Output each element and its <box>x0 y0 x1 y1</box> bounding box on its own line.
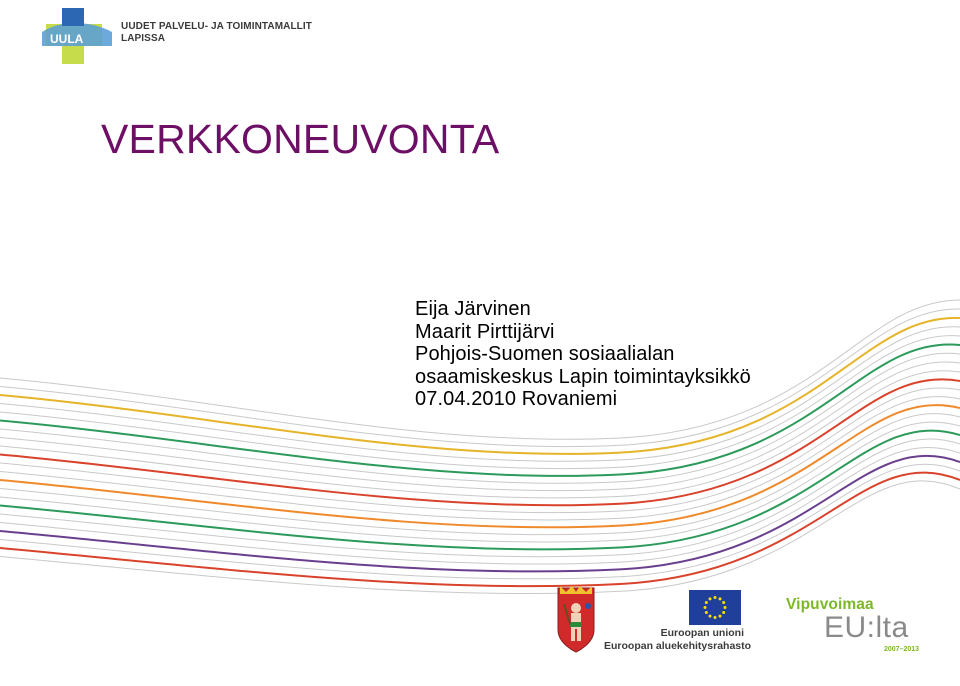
colored-wave-line-5 <box>0 431 960 550</box>
eu-star <box>705 601 708 604</box>
grey-wave-line <box>0 431 960 550</box>
organization-line-2: osaamiskeskus Lapin toimintayksikkö <box>415 365 751 388</box>
project-name <box>121 21 312 45</box>
eu-funding-logo <box>604 590 754 658</box>
eu-star <box>724 606 727 609</box>
eu-star <box>714 596 717 599</box>
slide-title: VERKKONEUVONTA <box>101 116 500 162</box>
author-line-2: Maarit Pirttijärvi <box>415 320 555 343</box>
eu-star <box>722 611 725 614</box>
author-line-1: Eija Järvinen <box>415 298 531 320</box>
eu-star <box>719 615 722 618</box>
eu-fund-label: Euroopan aluekehitysrahasto <box>604 639 752 652</box>
vipuvoimaa-eu-text: EU:lta <box>824 611 909 644</box>
uula-logo-text: UULA <box>50 32 84 46</box>
eu-star <box>709 615 712 618</box>
uula-logo <box>40 2 114 68</box>
lapland-coat-of-arms-icon <box>550 584 602 654</box>
eu-flag-icon <box>689 590 741 625</box>
organization-line-1: Pohjois-Suomen sosiaalialan <box>415 343 675 365</box>
eu-star <box>704 606 707 609</box>
eu-union-label: Euroopan unioni <box>660 627 744 639</box>
date-place-line: 07.04.2010 Rovaniemi <box>415 388 618 410</box>
colored-wave-line-7 <box>0 473 960 587</box>
eu-star <box>719 597 722 600</box>
vipuvoimaa-logo <box>786 596 936 658</box>
project-name-line-2: LAPISSA <box>121 33 166 44</box>
vipuvoimaa-title: Vipuvoimaa <box>786 596 874 613</box>
vipuvoimaa-years: 2007–2013 <box>884 646 920 653</box>
eu-star <box>705 611 708 614</box>
grey-wave-line <box>0 473 960 587</box>
authors-block <box>415 298 751 411</box>
eu-star <box>722 601 725 604</box>
eu-star <box>714 616 717 619</box>
project-name-line-1: UUDET PALVELU- JA TOIMINTAMALLIT <box>121 21 312 32</box>
eu-star <box>709 597 712 600</box>
